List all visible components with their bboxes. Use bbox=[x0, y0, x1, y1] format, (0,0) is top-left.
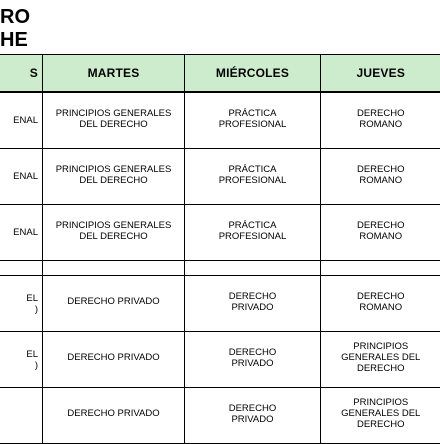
cell-text: ENAL bbox=[0, 227, 38, 238]
cell-text: EL ) bbox=[0, 349, 38, 371]
cell-text: EL ) bbox=[0, 293, 38, 315]
table-cell bbox=[321, 205, 440, 261]
column-header-label: MARTES bbox=[88, 66, 140, 80]
table-cell bbox=[185, 205, 321, 261]
table-cell bbox=[0, 276, 43, 332]
cell-text: PRINCIPIOS GENERALES DEL DERECHO bbox=[323, 341, 439, 374]
cell-text: ENAL bbox=[0, 115, 38, 126]
table-cell bbox=[0, 388, 43, 444]
cell-text: DERECHO PRIVADO bbox=[187, 403, 318, 425]
table-cell bbox=[185, 261, 321, 276]
table-cell bbox=[185, 388, 321, 444]
table-cell bbox=[43, 92, 185, 149]
cell-text: ENAL bbox=[0, 171, 38, 182]
table-cell bbox=[321, 92, 440, 149]
table-row bbox=[0, 92, 440, 149]
table-row bbox=[0, 149, 440, 205]
column-header-label: JUEVES bbox=[356, 66, 405, 80]
page-title-line-2: HE bbox=[0, 29, 28, 51]
cell-text: DERECHO PRIVADO bbox=[187, 347, 318, 369]
table-row bbox=[0, 332, 440, 388]
page-title-line-1: RO bbox=[0, 6, 30, 28]
table-cell bbox=[0, 149, 43, 205]
column-header-jueves bbox=[321, 55, 440, 93]
cell-text: PRINCIPIOS GENERALES DEL DERECHO bbox=[45, 220, 182, 242]
table-cell bbox=[43, 149, 185, 205]
column-header-miercoles bbox=[185, 55, 321, 93]
table-cell bbox=[321, 332, 440, 388]
cell-text: PRÁCTICA PROFESIONAL bbox=[187, 108, 318, 130]
table-cell bbox=[0, 261, 43, 276]
table-cell bbox=[185, 332, 321, 388]
table-cell bbox=[321, 261, 440, 276]
column-header-lunes bbox=[0, 55, 43, 93]
cell-text: DERECHO PRIVADO bbox=[45, 296, 182, 307]
cell-text: DERECHO ROMANO bbox=[323, 220, 439, 242]
cell-text: DERECHO ROMANO bbox=[323, 291, 439, 313]
header-row bbox=[0, 55, 440, 93]
cell-text: PRÁCTICA PROFESIONAL bbox=[187, 220, 318, 242]
table-cell bbox=[321, 388, 440, 444]
table-cell bbox=[43, 261, 185, 276]
table-cell bbox=[185, 149, 321, 205]
table-cell bbox=[321, 149, 440, 205]
cell-text: PRÁCTICA PROFESIONAL bbox=[187, 164, 318, 186]
table-cell bbox=[43, 388, 185, 444]
table-row bbox=[0, 388, 440, 444]
cell-text: PRINCIPIOS GENERALES DEL DERECHO bbox=[323, 397, 439, 430]
cell-text: DERECHO PRIVADO bbox=[187, 291, 318, 313]
schedule-grid bbox=[0, 54, 440, 444]
table-row-spacer bbox=[0, 261, 440, 276]
cell-text: DERECHO PRIVADO bbox=[45, 408, 182, 419]
column-header-label: S bbox=[30, 66, 38, 80]
cell-text: DERECHO PRIVADO bbox=[45, 352, 182, 363]
table-cell bbox=[185, 92, 321, 149]
schedule-table bbox=[0, 54, 440, 444]
table-cell bbox=[43, 276, 185, 332]
column-header-label: MIÉRCOLES bbox=[216, 66, 289, 80]
table-cell bbox=[185, 276, 321, 332]
column-header-martes bbox=[43, 55, 185, 93]
cell-text: PRINCIPIOS GENERALES DEL DERECHO bbox=[45, 164, 182, 186]
cell-text: DERECHO ROMANO bbox=[323, 164, 439, 186]
table-row bbox=[0, 276, 440, 332]
table-row bbox=[0, 205, 440, 261]
table-cell bbox=[0, 205, 43, 261]
table-cell bbox=[43, 332, 185, 388]
table-cell bbox=[0, 332, 43, 388]
table-cell bbox=[0, 92, 43, 149]
table-cell bbox=[321, 276, 440, 332]
table-cell bbox=[43, 205, 185, 261]
cell-text: PRINCIPIOS GENERALES DEL DERECHO bbox=[45, 108, 182, 130]
cell-text: DERECHO ROMANO bbox=[323, 108, 439, 130]
